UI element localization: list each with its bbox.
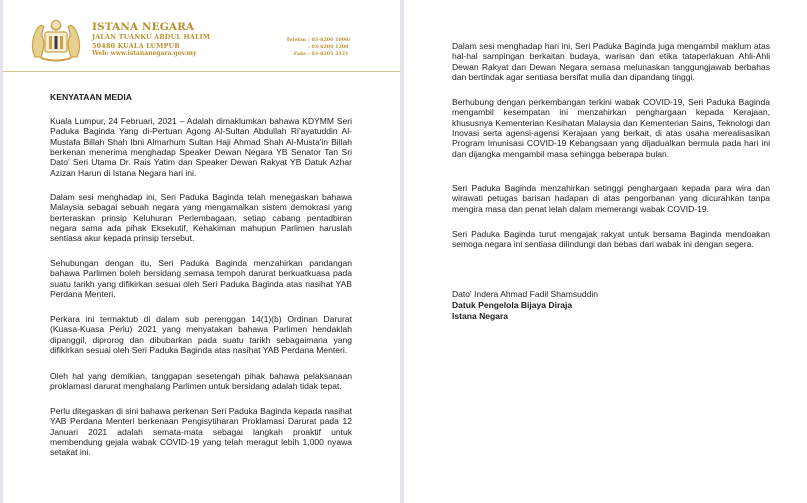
paragraph: Perkara ini termaktub di dalam sub perenggan 14(1)(b) Ordinan Darurat (Kuasa-Kuasa Perlu) 2021 yang menyatakan bahawa Parlimen hendaklah dipanggil, diprorog dan dibubarkan pada suatu tarikh sebagaimana yang difikirkan sesuai oleh Seri Paduka Baginda atas nasihat YAB Perdana Menteri. [50,314,352,356]
org-name: ISTANA NEGARA [92,21,195,33]
paragraph: Sehubungan dengan itu, Seri Paduka Baginda menzahirkan pandangan bahawa Parlimen boleh bersidang semasa tempoh darurat berkuatkuasa pada suatu tarikh yang difikirkan sesuai oleh Seri Paduka Baginda atas nasihat YAB Perdana Menteri. [50,258,352,300]
contact-label: Telefon [286,37,306,43]
contact-info [282,37,350,58]
address-line-1: JALAN TUANKU ABDUL HALIM [92,33,211,41]
contact-row [282,37,350,44]
signatory-name: Dato' Indera Ahmad Fadil Shamsuddin [452,289,599,299]
contact-label: Faks [293,51,306,57]
contact-row [282,44,350,51]
paragraph: Perlu ditegaskan di sini bahawa perkenan Seri Paduka Baginda kepada nasihat YAB Perdana Menteri berkenaan Pengisytiharan Proklamasi Darurat pada 12 Januari 2021 adalah semata-mata sebagai langkah proaktif untuk membendung gejala wabak COVID-19 yang telah meragut lebih 1,000 nyawa setakat ini. [50,406,352,458]
paragraph: Seri Paduka Baginda menzahirkan setinggi penghargaan kepada para wira dan wirawati petugas barisan hadapan di atas pengorbanan yang dicurahkan tanpa mengira masa dan penat lelah dalam memerangi wabak COVID-19. [452,183,770,214]
signatory-title: Datuk Pengelola Bijaya Diraja [452,300,573,310]
letterhead-divider [3,71,400,72]
page-1 [3,0,400,503]
malaysia-coat-of-arms-icon [27,17,85,63]
paragraph: Seri Paduka Baginda turut mengajak rakyat untuk bersama Baginda mendoakan semoga negara ini sentiasa dilindungi dan bebas dari wabak ini dengan segera. [452,229,770,250]
address-line-2: 50480 KUALA LUMPUR [92,41,180,50]
paragraph: Dalam sesi menghadap ini, Seri Paduka Baginda telah menegaskan bahawa Malaysia sebagai sebuah negara yang mengamalkan sistem demokrasi yang berteraskan prinsip Keluhuran Perlembagaan, setiap cabang pentadbiran negara sama ada pihak Eksekutif, Kehakiman mahupun Parlimen haruslah sentiasa akur kepada prinsip tersebut. [50,192,352,244]
contact-value: : 03-6200 1200 [308,44,349,50]
paragraph: Oleh hal yang demikian, tanggapan sesetengah pihak bahawa pelaksanaan proklamasi darurat menghalang Parlimen untuk bersidang adalah tidak tepat. [50,371,352,392]
paragraph: Berhubung dengan perkembangan terkini wabak COVID-19, Seri Paduka Baginda mengambil kesempatan ini menzahirkan penghargaan kepada Kerajaan, khususnya Kementerian Kesihatan Malaysia dan Kementerian Sains, Teknologi dan Inovasi serta agensi-agensi Kerajaan yang berkait, di atas usaha merealisasikan Program Imunisasi COVID-19 Kebangsaan yang dijadualkan bermula pada hari ini dan dijangka mengambil masa sehingga beberapa bulan. [452,97,770,159]
letterhead [3,0,400,73]
document-title: KENYATAAN MEDIA [50,92,132,102]
paragraph: Kuala Lumpur, 24 Februari, 2021 – Adalah dimaklumkan bahawa KDYMM Seri Paduka Baginda Yang di-Pertuan Agong Al-Sultan Abdullah Ri'ayatuddin Al-Mustafa Billah Shah Ibni Almarhum Sultan Haji Ahmad Shah Al-Musta'in Billah berkenan menerima menghadap Speaker Dewan Negara YB Senator Tan Sri Dato' Seri Utama Dr. Rais Yatim dan Speaker Dewan Rakyat YB Datuk Azhar Azizan Harun di Istana Negara hari ini. [50,116,352,178]
contact-label [282,44,308,51]
signatory-office: Istana Negara [452,311,509,321]
paragraph: Dalam sesi menghadap hari ini, Seri Paduka Baginda juga mengambil maklum atas hal-hal sampingan berkaitan budaya, warisan dan etika tataperlakuan Ahli-Ahli Dewan Rakyat dan Dewan Negara semasa melunaskan tanggungjawab berbahas dan bertindak agar sentiasa bersifat mulia dan dipandang tinggi. [452,41,770,83]
contact-value: : 03-6200 1000/ [308,37,351,43]
signature-block [452,289,770,322]
page-2 [404,0,807,503]
contact-value: : 03-6205 2121 [308,51,349,57]
org-details [92,21,210,58]
website-link[interactable]: Web: www.istananegara.gov.my [92,50,197,57]
contact-row [282,51,350,58]
